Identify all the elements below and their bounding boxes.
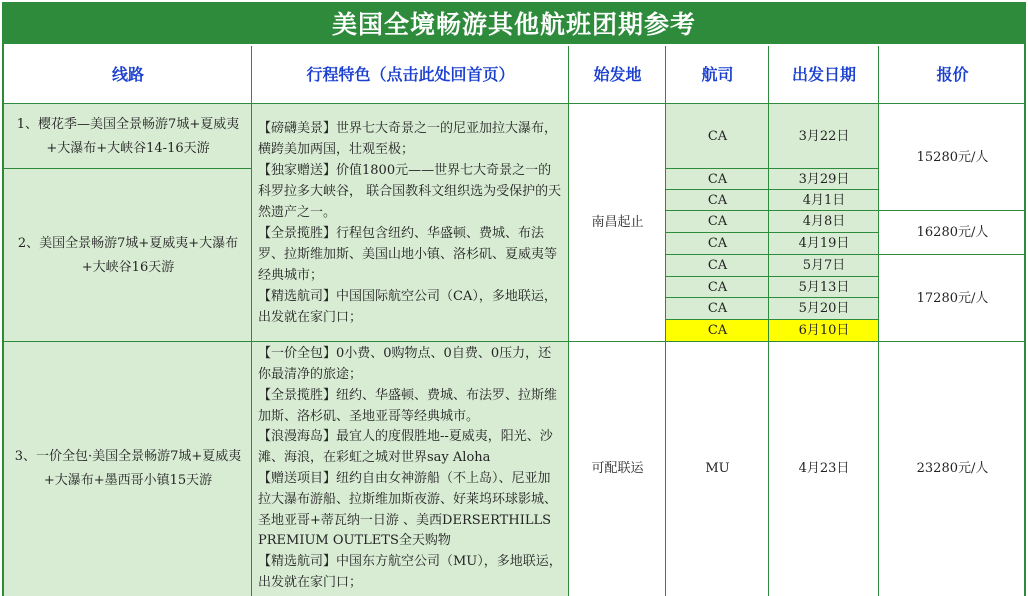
departure-airline: MU xyxy=(666,342,769,596)
grid-line xyxy=(251,46,252,596)
grid-line xyxy=(666,168,878,169)
departure-airline: CA xyxy=(666,190,769,211)
departure-date: 3月22日 xyxy=(769,104,879,169)
header-feature-link[interactable]: 行程特色（点击此处回首页） xyxy=(252,46,569,104)
departure-date: 5月13日 xyxy=(769,277,879,298)
grid-line xyxy=(665,46,666,596)
header-date: 出发日期 xyxy=(769,46,879,104)
table-title: 美国全境畅游其他航班团期参考 xyxy=(2,2,1026,44)
price-3: 17280元/人 xyxy=(879,255,1026,342)
origin-ca: 南昌起止 xyxy=(569,104,666,342)
grid-line xyxy=(666,319,878,320)
route-2[interactable]: 2、美国全景畅游7城+夏威夷+大瀑布+大峡谷16天游 xyxy=(4,169,252,342)
price-2: 16280元/人 xyxy=(879,211,1026,255)
departure-date: 5月20日 xyxy=(769,298,879,320)
departure-date: 4月19日 xyxy=(769,233,879,255)
grid-line xyxy=(2,44,4,596)
departure-airline: CA xyxy=(666,169,769,190)
grid-line xyxy=(666,276,878,277)
header-price: 报价 xyxy=(879,46,1026,104)
header-origin: 始发地 xyxy=(569,46,666,104)
grid-line xyxy=(666,297,878,298)
departure-date: 3月29日 xyxy=(769,169,879,190)
departure-date: 4月23日 xyxy=(769,342,879,596)
departure-airline: CA xyxy=(666,211,769,233)
departure-date: 4月8日 xyxy=(769,211,879,233)
grid-line xyxy=(1024,44,1026,596)
price-1: 15280元/人 xyxy=(879,104,1026,211)
grid-line xyxy=(666,254,1026,255)
grid-line xyxy=(2,341,1026,342)
route-1[interactable]: 1、樱花季—美国全景畅游7城+夏威夷+大瀑布+大峡谷14-16天游 xyxy=(4,104,252,169)
header-airline: 航司 xyxy=(666,46,769,104)
grid-line xyxy=(878,46,879,596)
departure-airline: CA xyxy=(666,104,769,169)
grid-line xyxy=(666,232,878,233)
departure-airline-highlight: CA xyxy=(666,320,769,342)
departure-date: 4月1日 xyxy=(769,190,879,211)
feature-text-ca: 【磅礴美景】世界七大奇景之一的尼亚加拉大瀑布，横跨美加两国，壮观至极； 【独家赠送】价值1800元——世界七大奇景之一的科罗拉多大峡谷， 联合国教科文组织选为受保护的天然遗产之一。 【全景揽胜】行程包含纽约、华盛顿、费城、布法罗、拉斯维加斯、美国山地小镇、洛杉矶、夏威夷等经典城市； 【精选航司】中国国际航空公司（CA），多地联运，出发就在家门口； xyxy=(252,104,569,342)
grid-line xyxy=(2,103,1026,104)
route-3[interactable]: 3、一价全包·美国全景畅游7城+夏威夷+大瀑布+墨西哥小镇15天游 xyxy=(4,342,252,596)
departure-date: 5月7日 xyxy=(769,255,879,277)
grid-line xyxy=(666,189,878,190)
grid-line xyxy=(4,168,251,169)
grid-line xyxy=(666,210,1026,211)
origin-mu: 可配联运 xyxy=(569,342,666,596)
grid-line xyxy=(568,46,569,596)
grid-line xyxy=(768,46,769,596)
departure-airline: CA xyxy=(666,255,769,277)
departure-airline: CA xyxy=(666,277,769,298)
departure-airline: CA xyxy=(666,298,769,320)
price-4: 23280元/人 xyxy=(879,342,1026,596)
feature-text-mu: 【一价全包】0小费、0购物点、0自费、0压力，还你最清净的旅途； 【全景揽胜】纽约、华盛顿、费城、布法罗、拉斯维加斯、洛杉矶、圣地亚哥等经典城市。 【浪漫海岛】最宜人的度假胜地--夏威夷，阳光、沙滩、海浪，在彩虹之城对世界say Aloha 【赠送项目】纽约自由女神游船（不上岛）、尼亚加拉大瀑布游船、拉斯维加斯夜游、好莱坞环球影城、圣地亚哥+蒂瓦纳一日游 、美西DERSERTHILLS PREMIUM OUTLETS全天购物 【精选航司】中国东方航空公司（MU），多地联运，出发就在家门口； xyxy=(252,342,569,596)
departure-airline: CA xyxy=(666,233,769,255)
header-route: 线路 xyxy=(4,46,252,104)
departure-date-highlight: 6月10日 xyxy=(769,320,879,342)
